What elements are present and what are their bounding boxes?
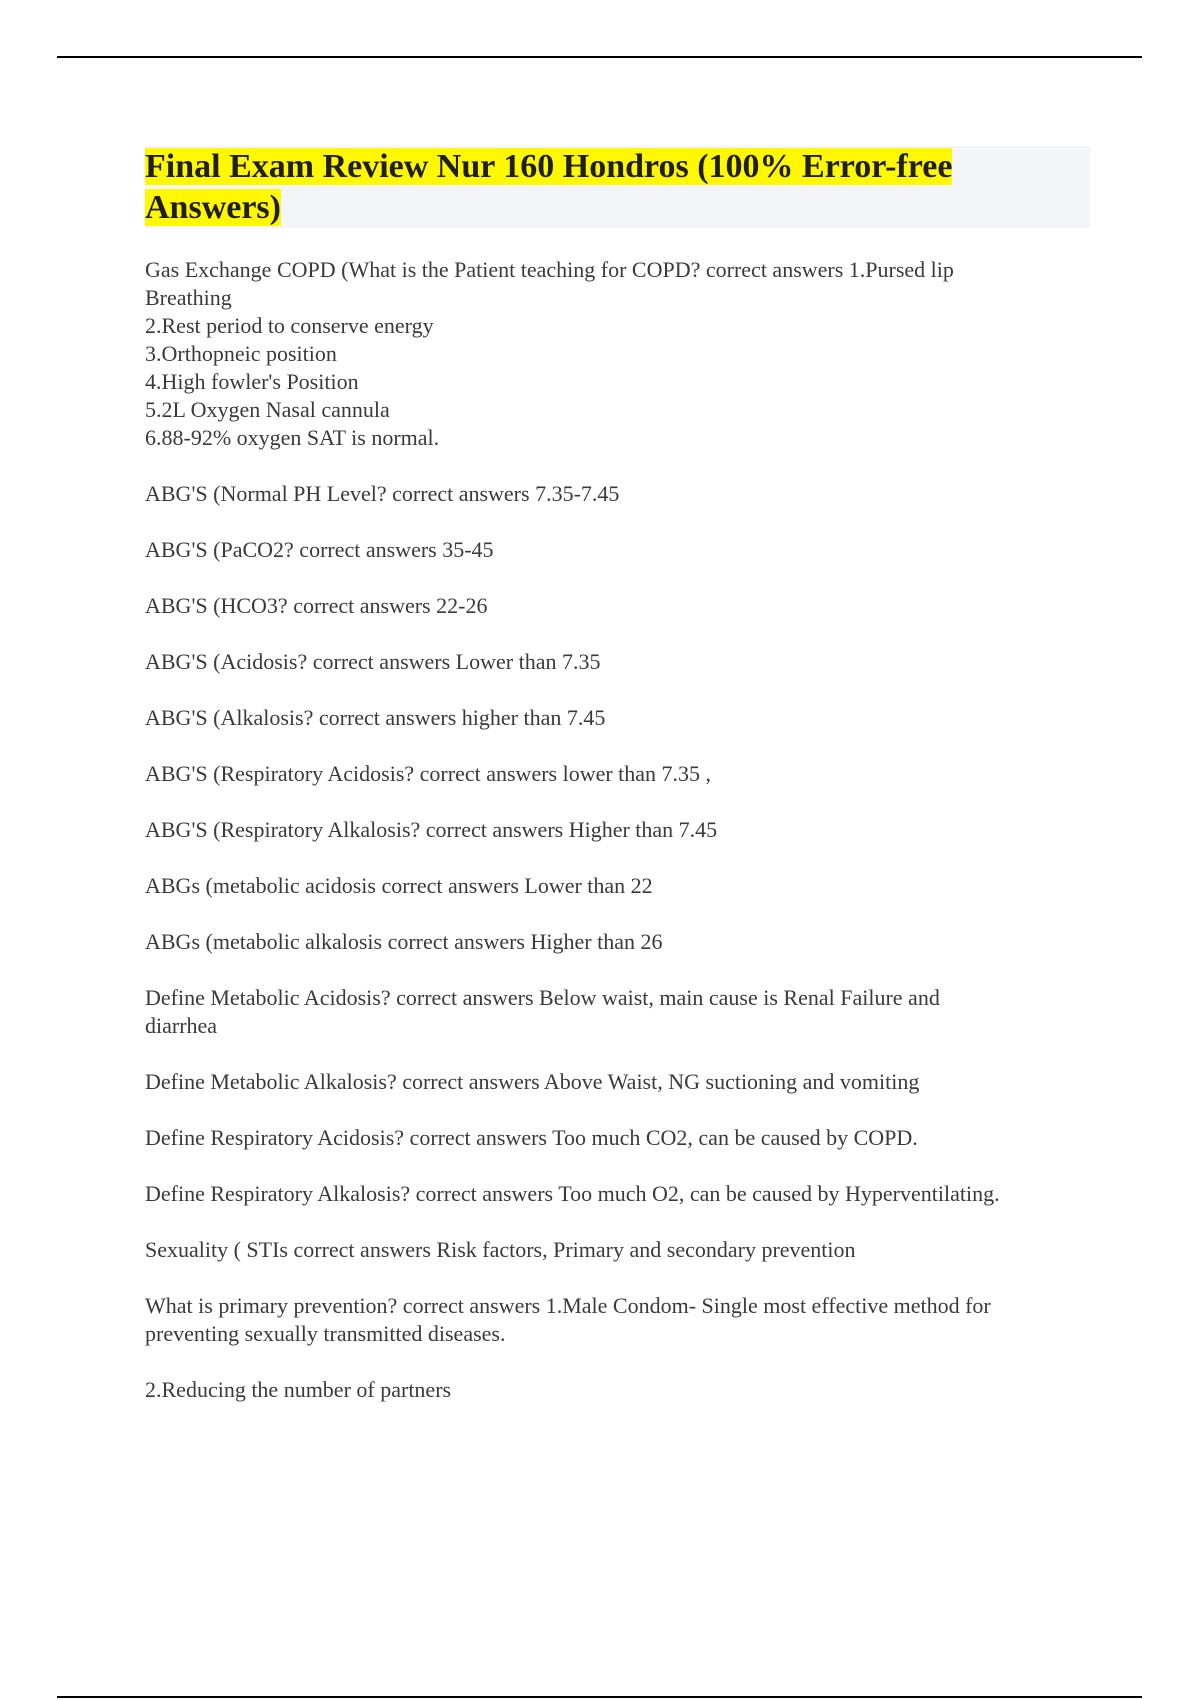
qa-entry <box>145 1180 1090 1208</box>
entry-line: Sexuality ( STIs correct answers Risk factors, Primary and secondary prevention <box>145 1237 856 1262</box>
entry-line: Gas Exchange COPD (What is the Patient teaching for COPD? correct answers 1.Pursed lip <box>145 257 954 282</box>
qa-entry <box>145 1376 1090 1404</box>
qa-entries <box>145 256 1090 1404</box>
entry-line: preventing sexually transmitted diseases. <box>145 1321 506 1346</box>
qa-entry <box>145 480 1090 508</box>
top-rule <box>57 56 1142 58</box>
qa-entry <box>145 984 1090 1040</box>
entry-line: ABG'S (Acidosis? correct answers Lower than 7.35 <box>145 649 601 674</box>
qa-entry <box>145 1068 1090 1096</box>
entry-line: Define Respiratory Acidosis? correct answers Too much CO2, can be caused by COPD. <box>145 1125 918 1150</box>
qa-entry <box>145 872 1090 900</box>
entry-line: ABG'S (PaCO2? correct answers 35-45 <box>145 537 494 562</box>
entry-line: ABGs (metabolic acidosis correct answers Lower than 22 <box>145 873 653 898</box>
entry-line: ABG'S (Respiratory Acidosis? correct answers lower than 7.35 , <box>145 761 712 786</box>
entry-line: diarrhea <box>145 1013 218 1038</box>
entry-line: 6.88-92% oxygen SAT is normal. <box>145 425 440 450</box>
entry-line: 3.Orthopneic position <box>145 341 337 366</box>
entry-line: What is primary prevention? correct answers 1.Male Condom- Single most effective method for <box>145 1293 991 1318</box>
entry-line: 5.2L Oxygen Nasal cannula <box>145 397 390 422</box>
qa-entry <box>145 256 1090 452</box>
entry-line: ABG'S (HCO3? correct answers 22-26 <box>145 593 488 618</box>
entry-line: ABG'S (Alkalosis? correct answers higher than 7.45 <box>145 705 606 730</box>
qa-entry <box>145 816 1090 844</box>
document-body <box>145 146 1090 1432</box>
entry-line: Define Metabolic Alkalosis? correct answers Above Waist, NG suctioning and vomiting <box>145 1069 920 1094</box>
qa-entry <box>145 1236 1090 1264</box>
qa-entry <box>145 648 1090 676</box>
entry-line: ABGs (metabolic alkalosis correct answers Higher than 26 <box>145 929 663 954</box>
entry-line: ABG'S (Respiratory Alkalosis? correct answers Higher than 7.45 <box>145 817 718 842</box>
qa-entry <box>145 1292 1090 1348</box>
entry-line: Define Respiratory Alkalosis? correct answers Too much O2, can be caused by Hyperventilating. <box>145 1181 1000 1206</box>
qa-entry <box>145 760 1090 788</box>
title-band <box>145 146 1090 228</box>
qa-entry <box>145 592 1090 620</box>
title-line-1: Final Exam Review Nur 160 Hondros (100% Error-free <box>145 148 953 185</box>
qa-entry <box>145 1124 1090 1152</box>
bottom-rule <box>57 1696 1142 1698</box>
entry-line: Define Metabolic Acidosis? correct answers Below waist, main cause is Renal Failure and <box>145 985 940 1010</box>
qa-entry <box>145 704 1090 732</box>
entry-line: 2.Rest period to conserve energy <box>145 313 434 338</box>
entry-line: Breathing <box>145 285 232 310</box>
entry-line: ABG'S (Normal PH Level? correct answers 7.35-7.45 <box>145 481 620 506</box>
entry-line: 4.High fowler's Position <box>145 369 359 394</box>
page-title <box>145 146 1090 228</box>
title-line-2: Answers) <box>145 189 281 226</box>
entry-line: 2.Reducing the number of partners <box>145 1377 452 1402</box>
qa-entry <box>145 928 1090 956</box>
qa-entry <box>145 536 1090 564</box>
